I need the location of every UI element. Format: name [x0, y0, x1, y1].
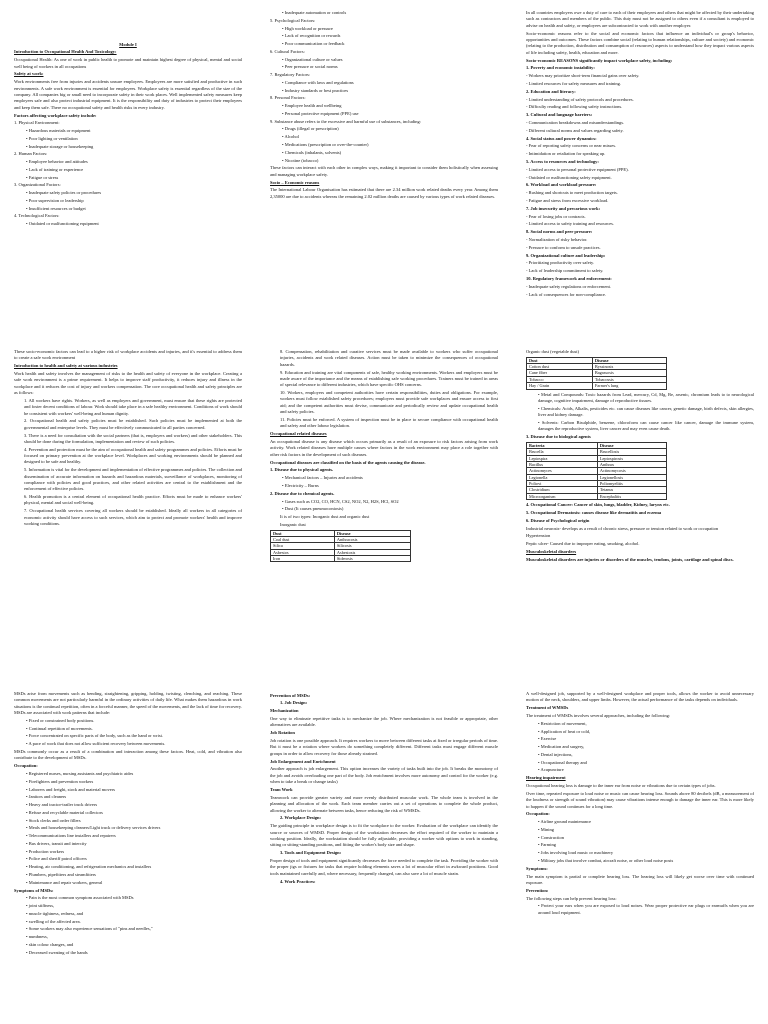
text-paragraph: Over time, repeated exposure to loud noise or music can cause hearing loss. Sounds above 80 decibels (dB, a measurement of the loudness or strength of sound vibration) may cause vibrations intense enough to damage the inner ear. This is more likely to happen if the sound continues for a long time.	[526, 790, 754, 809]
table-cell: Leptospirosis	[597, 455, 666, 461]
table-cell: Encephalitis	[597, 493, 666, 499]
table-header-cell: Bacteria	[527, 442, 598, 448]
text-paragraph: The guiding principle in workplace design is to fit the workplace to the worker. Evaluation of the workplace can identify the source or sources of WMSD. Proper design of the workstation decreases the effort required of the worker to maintain a working position. Ideally, the workstation should be fully adjustable, providing a worker with options to work in standing, sitting or sitting-standing positions, and fitting the worker's body size and shape.	[270, 823, 498, 848]
text-paragraph: • Military jobs that involve combat, aircraft noise, or other loud noise posts	[526, 858, 754, 864]
text-paragraph: Hearing impairment	[526, 775, 566, 781]
text-paragraph: 1. Physical Environment:	[14, 120, 60, 126]
text-paragraph: • Plumbers, pipefitters and steamfitters	[14, 872, 242, 878]
text-paragraph: 8. Personal Factors:	[270, 95, 306, 101]
text-paragraph: • Dental injections,	[526, 752, 754, 758]
text-paragraph: • High workload or pressure	[270, 26, 498, 32]
table-row	[527, 383, 667, 389]
table-cell: Poliomyelitis	[597, 481, 666, 487]
text-paragraph: - Workers may prioritize short-term financial gains over safety.	[526, 73, 640, 79]
page-5	[256, 341, 512, 682]
text-paragraph: 2. Human Factors:	[14, 151, 48, 157]
table-cell: Anthrax	[597, 461, 666, 467]
text-paragraph: 3. Tools and Equipment Design:	[280, 850, 342, 856]
text-paragraph: Job Rotation	[270, 730, 295, 736]
text-paragraph: Work environments free from injuries and accidents unsure employees. Employees are more satisfied and productive in such environments. A safe work environment is essential for employees. Workplace safety is essential regardless of the size of the company. All companies big or small need to incorporate safety in their work places. Well implemented safety measures keep employees safe and also protect industrial equipment. It is the responsibility and duty of industries to protect their employees and keep them safe. There no occupational safety and health risks in every industry.	[14, 79, 242, 110]
text-paragraph: In all countries employers owe a duty of care to each of their employees and others that might be affected by their undertaking such as contractors and members of the public. This duty must not be assigned to others even if a consultant is employed to advise on health and safety, or employees are subcontracted to work with another employer.	[526, 10, 754, 28]
page-8	[256, 683, 512, 1024]
table-cell: Siderosis	[334, 556, 410, 562]
text-paragraph: 11. Policies must be enforced. A system of inspection must be in place to secure compliance with occupational health and safety and other labour legislation.	[280, 416, 498, 429]
text-paragraph: • muscle tightness, redness, and	[14, 911, 242, 917]
text-paragraph: - Communication breakdowns and misunderstandings.	[526, 119, 625, 125]
text-paragraph: Socio-economic REASONS significantly impact workplace safety, including:	[526, 57, 673, 63]
text-paragraph: • Metal and Compounds: Toxic hazards from Lead, mercury, Cd, Mg, Be, arsenic, chromium leads to to neurological damage, cognitive impairment, damage of reproductive tissues.	[526, 392, 754, 405]
text-paragraph: 9. Organizational culture and leadership:	[526, 252, 606, 258]
disease-table	[270, 530, 411, 563]
table-cell: Microorganism	[527, 493, 598, 499]
text-paragraph: • Application of heat or cold,	[526, 729, 754, 735]
text-paragraph: • Electricity – Burns	[270, 483, 498, 489]
table-cell: Bagassosis	[592, 370, 666, 376]
text-paragraph: - Different cultural norms and values regarding safety.	[526, 127, 624, 133]
text-paragraph: - Difficulty reading and following safety instructions.	[526, 104, 623, 110]
text-paragraph: 10. Workers, employers and competent authorities have certain responsibilities, duties and obligations. For example, workers must follow established safety procedures; employers must provide safe workplaces and ensure access to first aid; and the competent authorities must devise, communicate and periodically review and update occupational health and safety policies.	[280, 390, 498, 415]
text-paragraph: 1. Poverty and economic instability:	[526, 65, 595, 71]
page-9	[512, 683, 768, 1024]
text-paragraph: - Limited access to personal protective equipment (PPE).	[526, 166, 629, 172]
text-paragraph: Occupation:	[526, 811, 550, 817]
text-paragraph: 6. Health promotion is a central element of occupational health practice. Efforts must be made to enhance workers' physical, mental and social well-being.	[24, 494, 242, 506]
page-7	[0, 683, 256, 1024]
text-paragraph: • Inadequate automation or controls	[270, 10, 498, 16]
text-paragraph: Mechanization	[270, 708, 299, 714]
text-paragraph: • Exercise	[526, 736, 754, 742]
text-paragraph: 9. Substance abuse refers to the excessive and harmful use of substances, including:	[270, 118, 421, 124]
table-cell: Asbestosis	[334, 549, 410, 555]
text-paragraph: • Telecommunications line installers and repairers	[14, 833, 242, 839]
text-paragraph: • Protect your ears when you are exposed to loud noises. Wear proper protective ear plugs or earmuffs when you are around loud equipment.	[526, 903, 754, 916]
table-cell: Silica	[271, 543, 335, 549]
text-paragraph: • Jobs involving loud music or machinery	[526, 850, 754, 856]
text-paragraph: • Inadequate storage or housekeeping	[14, 144, 242, 150]
table-cell: Actinomycosis	[597, 468, 666, 474]
table-cell: Legionellosis	[597, 474, 666, 480]
text-paragraph: Module I	[119, 41, 137, 47]
text-paragraph: • Maintenance and repair workers, general	[14, 880, 242, 886]
table-cell: Byssinosis	[592, 364, 666, 370]
text-paragraph: Team Work	[270, 787, 293, 793]
text-paragraph: - Fatigue and stress from excessive workload.	[526, 197, 609, 203]
page-2	[256, 0, 512, 341]
text-paragraph: Industrial neurosis- develops as a result of chronic stress, pressure or tension related to work or occupation	[526, 525, 719, 531]
text-paragraph: • Chemicals (inhalants, solvents)	[270, 150, 498, 156]
text-paragraph: • Solvents: Carbon Bisulphide, benzene, chloroform can cause cancer like cancer, damage the immune system, damages the reproductive system, liver cancer and may even cause death.	[526, 420, 754, 433]
text-paragraph: The main symptom is partial or complete hearing loss. The hearing loss will likely get worse over time with continued exposure.	[526, 873, 754, 886]
table-cell: Poliovi	[527, 481, 598, 487]
text-paragraph: - Fear of reporting safety concerns or near misses.	[526, 143, 617, 149]
table-cell: Brucella	[527, 449, 598, 455]
text-paragraph: 2. Disease due to chemical agents.	[270, 490, 335, 496]
table-row	[527, 493, 667, 499]
text-paragraph: • Mining	[526, 827, 754, 833]
text-paragraph: • swelling of the affected area.	[14, 919, 242, 925]
text-paragraph: • Refuse and recyclable material collectors	[14, 810, 242, 816]
text-paragraph: - Prioritizing productivity over safety.	[526, 260, 595, 266]
text-paragraph: 5. Information is vital for the development and implementation of effective programmes and policies. The collection and dissemination of accurate information on hazards and hazardous materials, surveillance of workplaces, monitoring of compliance with policies and good practices, and other related activities are central to the establishment and the enforcement of effective policies.	[24, 467, 242, 492]
text-paragraph: 4. Social status and power dynamics:	[526, 135, 597, 141]
text-paragraph: Work health and safety involves the management of risks to the health and safety of everyone in the workplace. Creating a safe work environment is a prime requirement. It helps to improve staff productivity, it reduces injury and illness in the workplace and it reduces the cost of injury and workers compensation. The core occupational health and safety principles are as follows:	[14, 371, 242, 396]
text-paragraph: • Acupuncture	[526, 767, 754, 773]
text-paragraph: • Medication and surgery,	[526, 744, 754, 750]
text-paragraph: • numbness,	[14, 934, 242, 940]
disease-table	[526, 442, 667, 500]
text-paragraph: • Mechanical factors – Injuries and accidents	[270, 475, 498, 481]
text-paragraph: • Dust (It causes pneumoconiosis)	[270, 506, 498, 512]
text-paragraph: Another approach is job enlargement. This option increases the variety of tasks built into the job. It breaks the monotony of the job and avoids overloading one part of the body. Job enrichment involves more autonomy and control for the worker (e.g. when to take a break or change tasks)	[270, 766, 498, 785]
table-cell: Silicosis	[334, 543, 410, 549]
text-paragraph: Introduction to health and safety at various industries	[14, 363, 118, 369]
text-paragraph: • Heating, air conditioning, and refrigeration mechanics and installers	[14, 864, 242, 870]
table-cell: Iron	[271, 556, 335, 562]
text-paragraph: - Limited understanding of safety protocols and procedures.	[526, 96, 634, 102]
text-paragraph: Prevention:	[526, 887, 549, 893]
text-paragraph: • Lack of training or experience	[14, 167, 242, 173]
table-cell: Clostridium	[527, 487, 598, 493]
text-paragraph: 6. Disease of Psychological origin	[526, 517, 590, 523]
text-paragraph: 4. Occupational Cancer: Cancer of skin, lungs, bladder, Kidney, larynx etc.	[526, 502, 670, 508]
text-paragraph: Socio-economic reasons refer to the social and economic factors that influence an individual's or group's behavior, opportunities and outcomes. These factors combine social (relating to human relationships, culture and society) and economic (relating to the production, distribution and consumption of resources) aspects to understand how they impact various aspects of life including safety, health, education and more.	[526, 30, 754, 55]
text-paragraph: • Heavy and tractor-trailer truck drivers	[14, 802, 242, 808]
text-paragraph: - Limited resources for safety measures and training.	[526, 80, 621, 86]
text-paragraph: • Decreased sweating of the hands	[14, 950, 242, 956]
page-4	[0, 341, 256, 682]
text-paragraph: 4. Prevention and protection must be the aim of occupational health and safety programmes and policies. Efforts must be focused on primary prevention at the workplace level. Workplaces and working environments should be planned and designed to be safe and healthy.	[24, 446, 242, 465]
text-paragraph: - Fear of losing jobs or contracts.	[526, 213, 586, 219]
text-paragraph: - Lack of leadership commitment to safety.	[526, 268, 604, 274]
text-paragraph: 9. Education and training are vital components of safe, healthy working environments. Workers and employers must be made aware of the importance and the means of establishing safe working procedures. Trainers must be trained in areas of special relevance to different industries, which have specific OHS concerns.	[280, 369, 498, 388]
text-paragraph: • Compliance with laws and regulations	[270, 80, 498, 86]
table-cell: Leptospira	[527, 455, 598, 461]
text-paragraph: • Firefighters and prevention workers	[14, 779, 242, 785]
text-paragraph: Inorganic dust	[280, 521, 306, 527]
text-paragraph: • Registered nurses, nursing assistants and psychiatric aides	[14, 771, 242, 777]
text-paragraph: • Industry standards or best practices	[270, 88, 498, 94]
text-paragraph: • Nicotine (tobacco)	[270, 158, 498, 164]
text-paragraph: • Chemicals: Acids, Alkalis, pesticides etc. can cause diseases like cancer, genetic damage, birth defects, skin allergies, liver and kidney damage.	[526, 406, 754, 419]
text-paragraph: • Occupational therapy and	[526, 760, 754, 766]
text-paragraph: Organic dust (vegetable dust)	[526, 349, 580, 354]
text-paragraph: • Police and sheriff patrol officers	[14, 856, 242, 862]
text-paragraph: 7. Regulatory Factors:	[270, 72, 311, 78]
text-paragraph: 3. Cultural and language barriers:	[526, 112, 593, 118]
page-3	[512, 0, 768, 341]
text-paragraph: • Continual repetition of movements.	[14, 726, 242, 732]
text-paragraph: Safety at work:	[14, 71, 44, 77]
text-paragraph: • Construction	[526, 835, 754, 841]
text-paragraph: • Production workers	[14, 849, 242, 855]
text-paragraph: 2. Education and literacy:	[526, 88, 576, 94]
table-cell: Bacillus	[527, 461, 598, 467]
text-paragraph: 6. Cultural Factors:	[270, 48, 305, 54]
text-paragraph: • Janitors and cleaners	[14, 794, 242, 800]
table-cell: Coal dust	[271, 537, 335, 543]
text-paragraph: 1. All workers have rights. Workers, as well as employers and government, must ensure that these rights are protected and foster decent conditions of labour. Work should take place in a safe healthy environment. Conditions of work should be consistent with workers' well-being and human dignity.	[24, 397, 242, 416]
text-paragraph: • Airline ground maintenance	[526, 819, 754, 825]
text-paragraph: • Lack of recognition or rewards	[270, 33, 498, 39]
table-cell: Actinomyces	[527, 468, 598, 474]
text-paragraph: Occupational diseases are classified on the basis of the agents causing the disease.	[270, 459, 426, 465]
text-paragraph: • Poor communication or feedback	[270, 41, 498, 47]
text-paragraph: Occupational related diseases	[270, 431, 327, 437]
text-paragraph: One way to eliminate repetitive tasks is to mechanize the job. Where mechanization is not feasible or appropriate, other alternatives are available.	[270, 716, 498, 728]
text-paragraph: Proper design of tools and equipment significantly decreases the force needed to complete the task. Providing the worker with the proper jigs or fixtures for tasks that require holding elements saves a lot of muscular effort in awkward positions. Good tools maintained carefully and, where necessary, frequently changed, can also save a lot of muscle strain.	[270, 857, 498, 876]
page-1	[0, 0, 256, 341]
table-header-cell: Dust	[271, 530, 335, 536]
text-paragraph: The following steps can help prevent hearing loss:	[526, 895, 617, 901]
table-cell: Legionella	[527, 474, 598, 480]
text-paragraph: • Bus drivers, transit and intercity	[14, 841, 242, 847]
text-paragraph: - Lack of consequences for non-compliance.	[526, 291, 606, 297]
table-header-cell: Disease	[597, 442, 666, 448]
text-paragraph: 3. Organizational Factors:	[14, 182, 61, 188]
text-paragraph: 4. Technological Factors:	[14, 213, 60, 219]
text-paragraph: • Poor supervision or leadership	[14, 198, 242, 204]
text-paragraph: • Restriction of movement,	[526, 721, 754, 727]
text-paragraph: • Drugs (illegal or prescription)	[270, 126, 498, 132]
text-paragraph: • Alcohol	[270, 134, 498, 140]
table-row	[271, 556, 411, 562]
text-paragraph: Introduction to Occupational Health And Toxicology:	[14, 49, 117, 55]
table-cell: Cotton dust	[527, 364, 593, 370]
text-paragraph: • Pain is the most common symptom associated with MSDs	[14, 895, 242, 901]
text-paragraph: • Insufficient resources or budget	[14, 206, 242, 212]
table-header-cell: Dust	[527, 357, 593, 363]
text-paragraph: MSDs arise from movements such as bending, straightening, gripping, holding, twisting, clenching, and reaching. These common movements are not particularly harmful in the ordinary activities of daily life. What makes them hazardous in work situations is the continual repetition, often in a forceful manner, the speed of the movements, and the lack of time for recovery. MSDs are associated with work patterns that include:	[14, 691, 242, 716]
text-paragraph: - Inadequate safety regulations or enforcement.	[526, 283, 611, 289]
table-cell: Tetanus	[597, 487, 666, 493]
text-paragraph: A well-designed job, supported by a well-designed workplace and proper tools, allows the worker to avoid unnecessary motion of the neck, shoulders, and upper limbs. However, the actual performance of the tasks depends on individuals.	[526, 691, 754, 703]
text-paragraph: • skin colour changes, and	[14, 942, 242, 948]
text-paragraph: 1. Job Design:	[280, 700, 308, 706]
text-paragraph: Occupation:	[14, 763, 38, 769]
text-paragraph: Musculoskeletal disorders	[526, 549, 577, 555]
table-header-cell: Disease	[592, 357, 666, 363]
text-paragraph: - Limited access to safety training and resources.	[526, 221, 614, 227]
text-paragraph: 2. Occupational health and safety policies must be established. Such policies must be implemented at both the governmental and enterprise levels. They must be effectively communicated to all parties concerned.	[24, 418, 242, 430]
text-paragraph: Factors affecting workplace safety include:	[14, 112, 97, 118]
disease-table	[526, 357, 667, 390]
page-6	[512, 341, 768, 682]
text-paragraph: • Meals and housekeeping cleaners/Light truck or delivery services drivers	[14, 825, 242, 831]
table-cell: Farmer's lung	[592, 383, 666, 389]
text-paragraph: 8. Compensation, rehabilitation and curative services must be made available to workers who suffer occupational injuries, accidents and work related diseases. Action must be taken to minimize the consequences of occupational hazards.	[280, 349, 498, 367]
text-paragraph: 7. Occupational health services covering all workers should be established. Ideally all workers in all categories of economic activity should have access to such services, which aim to protect and promote workers' health and improve working conditions.	[24, 508, 242, 526]
text-paragraph: • Inadequate safety policies or procedures	[14, 190, 242, 196]
text-paragraph: • Laborers and freight, stock and material movers	[14, 787, 242, 793]
table-cell: Asbestos	[271, 549, 335, 555]
table-cell: Anthracosis	[334, 537, 410, 543]
table-header-cell: Disease	[334, 530, 410, 536]
text-paragraph: 3. Disease due to biological agents	[526, 434, 591, 440]
text-paragraph: Occupational hearing loss is damage to the inner ear from noise or vibrations due to certain types of jobs.	[526, 783, 716, 789]
text-paragraph: • Employee health and wellbeing	[270, 103, 498, 109]
text-paragraph: Hypertension	[526, 533, 551, 539]
text-paragraph: • Fixed or constrained body positions.	[14, 718, 242, 724]
text-paragraph: Socio – Economic reasons	[270, 179, 320, 185]
table-cell: Tobacossis	[592, 376, 666, 382]
text-paragraph: 5. Psychological Factors:	[270, 17, 316, 23]
text-paragraph: 8. Social norms and peer pressure:	[526, 229, 593, 235]
text-paragraph: MSDs commonly occur as a result of a combination and interaction among these factors. Heat, cold, and vibration also contribute to the development of MSDs.	[14, 748, 242, 761]
text-paragraph: Symptoms of MSDs:	[14, 887, 54, 893]
text-paragraph: • Force concentrated on specific parts of the body, such as the hand or wrist.	[14, 733, 242, 739]
text-paragraph: Musculoskeletal disorders are injuries or disorders of the muscles, tendons, joints, cartilage and spinal discs.	[526, 556, 734, 562]
text-paragraph: • Hazardous materials or equipment	[14, 128, 242, 134]
text-paragraph: • Outdated or malfunctioning equipment	[14, 221, 242, 227]
text-paragraph: 5. Access to resources and technology:	[526, 159, 599, 165]
text-paragraph: Treatment of WMSDs	[526, 705, 569, 711]
text-paragraph: Peptic ulcer- Caused due to improper eating, smoking, alcohol.	[526, 541, 640, 547]
text-paragraph: • Medications (prescription or over-the-counter)	[270, 142, 498, 148]
text-paragraph: • Farming	[526, 842, 754, 848]
text-paragraph: An occupational disease is any disease which occurs primarily as a result of an exposure to risk factors arising from work activity. Work related diseases have multiple causes where factors in the work environment may place a role together with other risk factors in the development of such diseases.	[270, 438, 498, 457]
text-paragraph: • Gases such as CO2, CO, HCN, CS2, NO2, N2, H2S, HCl, SO2	[270, 499, 498, 505]
text-paragraph: Job rotation is one possible approach. It requires workers to move between different tasks at fixed or irregular periods of time. But it must be a rotation where workers do something completely different. Different tasks must engage different muscle groups in order to allow recovery for those already strained.	[270, 738, 498, 756]
text-paragraph: Symptoms:	[526, 865, 548, 871]
text-paragraph: These socio-economic factors can lead to a higher risk of workplace accidents and injuries, and it's essential to address them to create a safe work environment	[14, 349, 242, 361]
text-paragraph: • joint stiffness,	[14, 903, 242, 909]
text-paragraph: • Personal protective equipment (PPE) use	[270, 111, 498, 117]
table-cell: Tobacco	[527, 376, 593, 382]
text-paragraph: - Pressure to conform to unsafe practices.	[526, 244, 601, 250]
text-paragraph: Prevention of MSDs:	[270, 692, 311, 698]
text-paragraph: • Employee behavior and attitudes	[14, 159, 242, 165]
text-paragraph: 3. There is a need for consultation with the social partners (that is, employers and workers) and other stakeholders. This should be done during the formulation, implementation and review of such policies.	[24, 432, 242, 444]
text-paragraph: - Intimidation or retaliation for speaking up.	[526, 151, 606, 157]
text-paragraph: 10. Regulatory framework and enforcement:	[526, 276, 612, 282]
text-paragraph: 4. Work Practices:	[280, 878, 316, 884]
text-paragraph: 7. Job insecurity and precarious work:	[526, 205, 601, 211]
text-paragraph: • Organizational culture or values	[270, 57, 498, 63]
text-paragraph: 2. Workplace Design:	[280, 815, 322, 821]
text-paragraph: Teamwork can provide greater variety and more evenly distributed muscular work. The whole team is involved in the planning and allocation of the work. Each team member carries out a set of operations to complete the whole product, allowing the worker to alternate between tasks, hence reducing the risk of WMSDs.	[270, 794, 498, 813]
text-paragraph: The treatment of WMSDs involves several approaches, including the following:	[526, 713, 671, 719]
text-paragraph: • A pace of work that does not allow sufficient recovery between movements.	[14, 741, 242, 747]
text-paragraph: 5. Occupational Dermatosis: causes disease like dermatitis and eczema	[526, 509, 662, 515]
table-cell: Cane fiber	[527, 370, 593, 376]
table-cell: Brucellosis	[597, 449, 666, 455]
text-paragraph: • Stock clerks and order fillers	[14, 818, 242, 824]
text-paragraph: • Some workers may also experience sensations of "pins and needles,"	[14, 926, 242, 932]
table-cell: Hay / Grain	[527, 383, 593, 389]
text-paragraph: - Normalization of risky behavior.	[526, 237, 588, 242]
text-paragraph: • Peer pressure or social norms	[270, 64, 498, 70]
text-paragraph: - Rushing and shortcuts to meet production targets.	[526, 190, 618, 196]
text-paragraph: 1. Disease due to physical agents.	[270, 467, 334, 473]
text-paragraph: - Outdated or malfunctioning safety equipment.	[526, 174, 612, 180]
text-paragraph: These factors can interact with each other in complex ways, making it important to consider them holistically when assessing and managing workplace safety.	[270, 165, 498, 177]
text-paragraph: The International Labour Organisation has estimated that there are 2.34 million work related deaths every year. Among them 2,35000 are due to accidents whereas the remaining 2.02 million deaths are caused by various types of work related diseases.	[270, 187, 498, 199]
text-paragraph: 6. Workload and workload pressure:	[526, 182, 597, 188]
text-paragraph: • Fatigue or stress	[14, 175, 242, 181]
text-paragraph: It is of two types: Inorganic dust and organic dust	[280, 514, 370, 520]
text-paragraph: Occupational Health: As one of work in public health to promote and maintain highest degree of physical, mental and social well being of workers in all occupations	[14, 57, 242, 69]
text-paragraph: • Poor lighting or ventilation	[14, 136, 242, 142]
text-paragraph: Job Enlargement and Enrichment	[270, 758, 336, 764]
